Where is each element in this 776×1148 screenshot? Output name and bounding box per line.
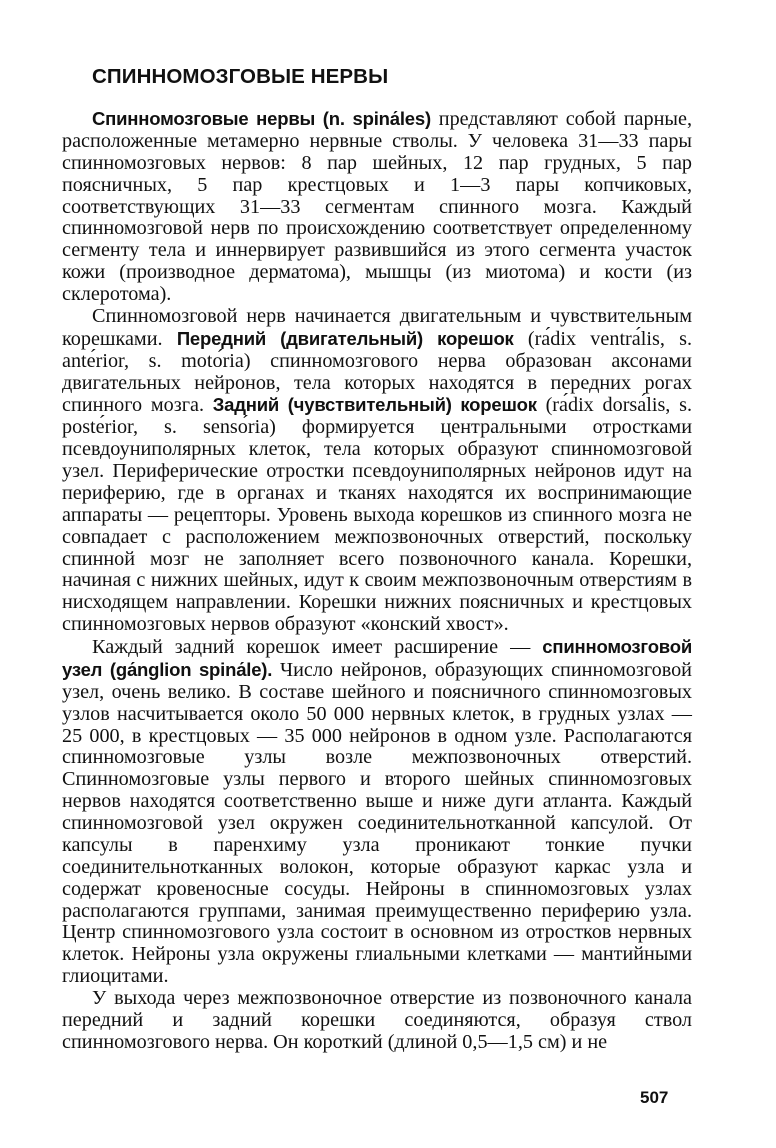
paragraph-4 (62, 988, 692, 1054)
paragraph-2-text-a: Спинномозговой нерв начинается двигательным и чувствительным корешками. (62, 304, 692, 350)
paragraph-2-text-c: (rа́dix dorsа́lis, s. postе́rior, s. sensо́ria) формируется центральными отростками псевдоуниполярных клеток, тела которых образуют спинномозговой узел. Периферические отростки псевдоуниполярных нейронов идут на периферию, где в органах и тканях находятся их воспринимающие аппараты — рецепторы. Уровень выхода корешков из спинного мозга не совпадает с расположением межпозвоночных отверстий, поскольку спинной мозг не заполняет всего позвоночного канала. Корешки, начиная с нижних шейных, идут к своим межпозвоночным отверстиям в нисходящем направлении. Корешки нижних поясничных и крестцовых спинномозговых нервов образуют «конский хвост». (62, 394, 692, 636)
paragraph-2-text-b: (rа́dix ventrа́lis, s. antе́rior, s. motо́ria) спинномозгового нерва образован аксонами двигательных нейронов, тела которых находятся в передних рогах спинного мозга. (62, 327, 693, 417)
paragraph-1 (62, 108, 692, 306)
section-heading: СПИННОМОЗГОВЫЕ НЕРВЫ (92, 65, 389, 88)
paragraph-4-text: У выхода через межпозвоночное отверстие из позвоночного канала передний и задний корешки соединяются, образуя ствол спинномозгового нерва. Он короткий (длиной 0,5—1,5 см) и не (62, 987, 692, 1053)
paragraph-3-text-a: Каждый задний корешок имеет расширение — (92, 636, 543, 658)
term-anterior-root: Передний (двигательный) корешок (176, 327, 514, 349)
paragraph-2 (62, 306, 692, 636)
term-posterior-root: Задний (чувствительный) корешок (212, 394, 537, 416)
paragraph-3 (62, 636, 692, 988)
paragraph-3-text-b: Число нейронов, образующих спинномозговой узел, очень велико. В составе шейного и поясничного спинномозговых узлов насчитывается около 50 000 нервных клеток, в грудных узлах — 25 000, в крестцовых — 35 000 нейронов в одном узле. Располагаются спинномозговые узлы возле межпозвоночных отверстий. Спинномозговые узлы первого и второго шейных спинномозговых нервов находятся соответственно выше и ниже дуги атланта. Каждый спинномозговой узел окружен соединительнотканной капсулой. От капсулы в паренхиму узла проникают тонкие пучки соединительнотканных волокон, которые образуют каркас узла и содержат кровеносные сосуды. Нейроны в спинномозговых узлах располагаются группами, занимая преимущественно периферию узла. Центр спинномозгового узла состоит в основном из отростков нервных клеток. Нейроны узла окружены глиальными клетками — мантийными глиоцитами. (62, 658, 692, 988)
paragraph-1-text: представляют собой парные, расположенные метамерно нервные стволы. У человека 31—33 пары спинномозговых нервов: 8 пар шейных, 12 пар грудных, 5 пар поясничных, 5 пар крестцовых и 1—3 пары копчиковых, соответствующих 31—33 сегментам спинного мозга. Каждый спинномозговой нерв по происхождению соответствует определенному сегменту тела и иннервирует развившийся из этого сегмента участок кожи (производное дерматома), мышцы (из миотома) и кости (из склеротома). (62, 108, 692, 305)
page-number: 507 (640, 1088, 669, 1107)
term-spinal-nerves: Спинномозговые нервы (n. spinа́les) (92, 108, 431, 129)
term-spinal-ganglion: спинномозговой узел (gа́nglion spinа́le). (62, 636, 692, 680)
body-text (62, 108, 692, 1054)
